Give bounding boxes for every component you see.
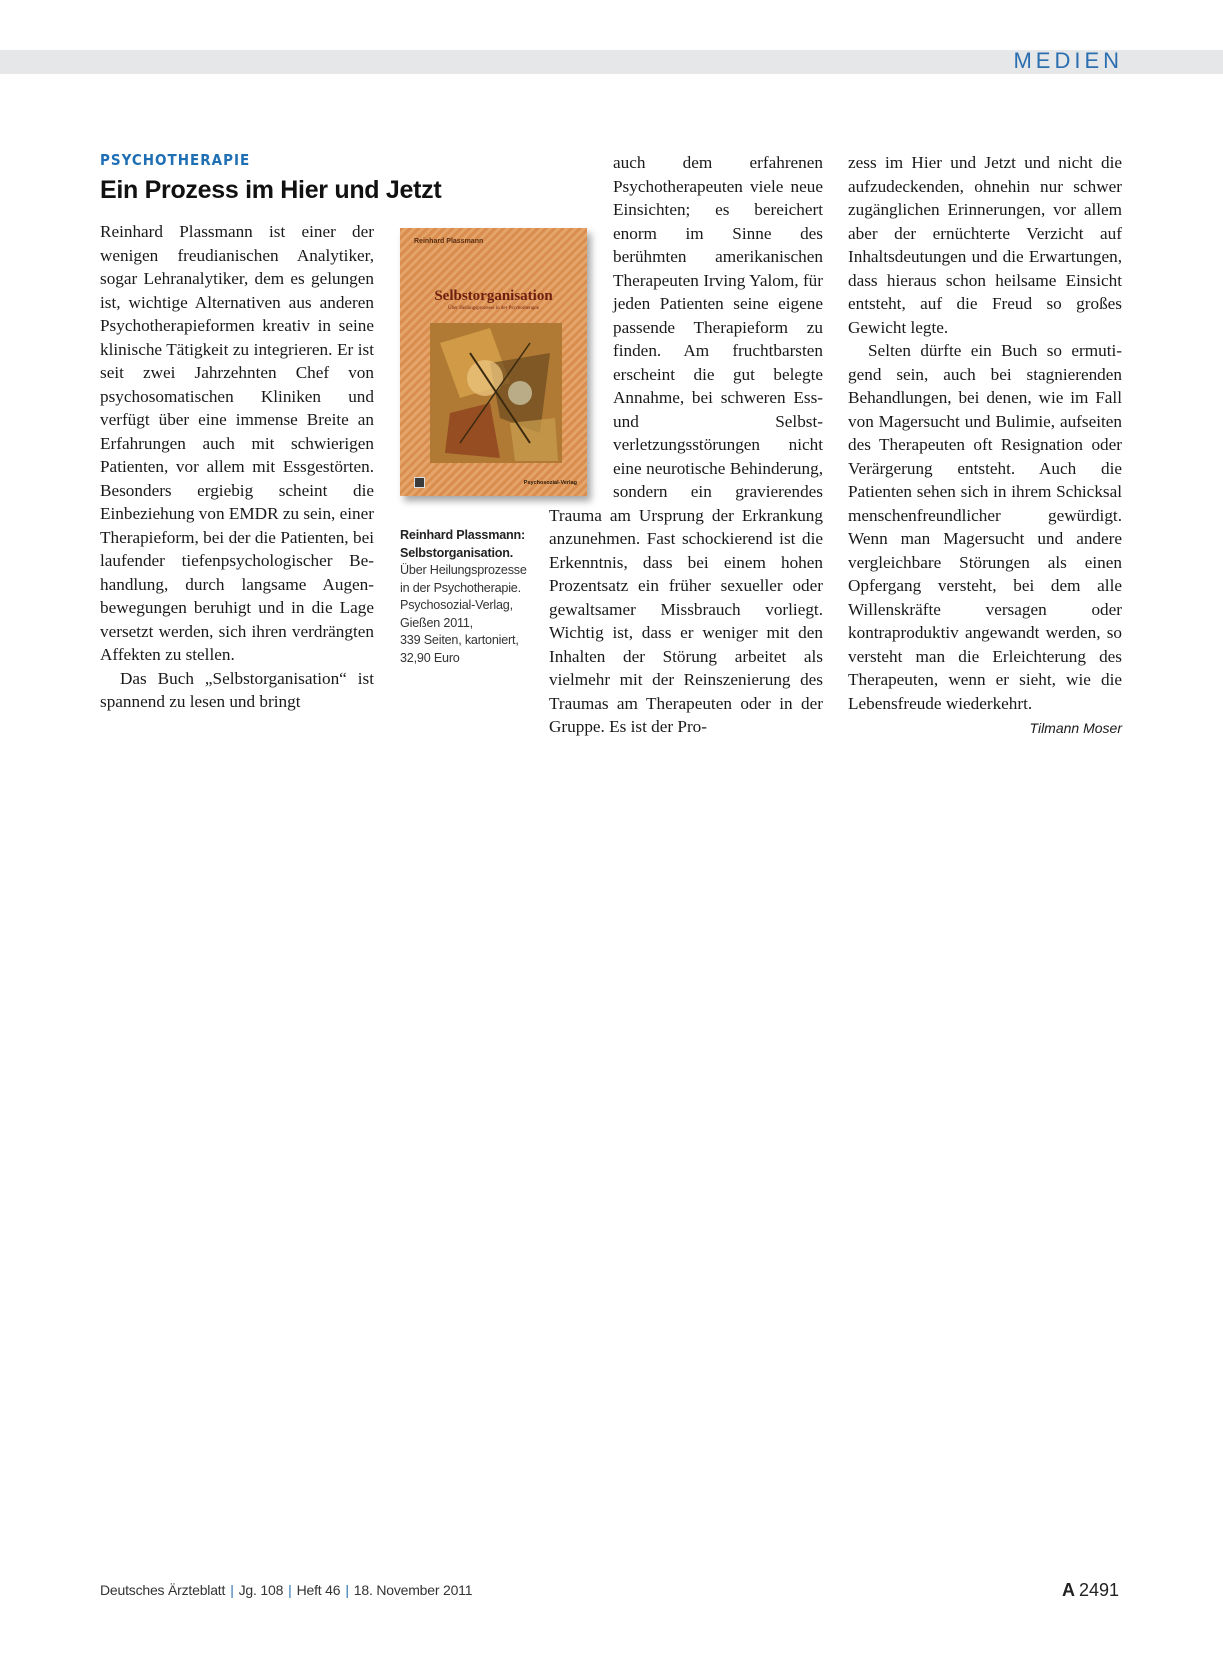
- float-spacer: [549, 151, 613, 497]
- footer-volume: Jg. 108: [238, 1582, 284, 1598]
- cover-title: Selbstorganisation: [434, 288, 553, 304]
- article-column-4: [848, 151, 1122, 741]
- page-number: [1062, 1580, 1119, 1601]
- cover-publisher: Psychosozial-Verlag: [523, 480, 577, 486]
- article-paragraph: [848, 339, 1122, 736]
- book-caption: [400, 527, 540, 667]
- author-signature: Tilmann Moser: [1029, 720, 1122, 736]
- article-column-1: [100, 220, 374, 714]
- caption-author: Reinhard Plassmann:: [400, 528, 525, 542]
- footer-separator: |: [288, 1582, 292, 1598]
- caption-title: Selbstorganisation.: [400, 545, 514, 560]
- article-kicker: PSYCHOTHERAPIE: [100, 151, 251, 169]
- caption-line: in der Psychotherapie.: [400, 580, 521, 595]
- article-headline: Ein Prozess im Hier und Jetzt: [100, 176, 442, 204]
- cover-painting: [430, 323, 562, 463]
- footer-issue: Heft 46: [296, 1582, 341, 1598]
- caption-line: 339 Seiten, kartoniert,: [400, 633, 519, 647]
- section-label: MEDIEN: [1013, 48, 1123, 73]
- caption-line: Gießen 2011,: [400, 615, 473, 630]
- article-paragraph-text: Selten dürfte ein Buch so ermutigend sein, auch bei stagnierenden Behandlungen, bei denen, wie im Fall von Magersucht und Bulimie, aufseiten des Therapeuten oft Resignation oder Verärgerung entsteht. Auch die Patienten sehen sich in ihrem Schicksal menschenfreundlicher gewürdigt. Wenn man Magersucht und andere vergleichbare Störungen als einen Opfergang versteht, bei dem alle Willenskräfte versagen oder kontraproduktiv angewandt werden, so versteht man die Erleichterung des Therapeuten, wenn er sieht, wie die Lebensfreude wiederkehrt.: [848, 341, 1122, 713]
- article-paragraph: Reinhard Plassmann ist einer der wenigen freudianischen Analytiker, sogar Lehranalytiker, dem es gelungen ist, wichtige Alternativen aus anderen Psychotherapieformen kreativ in seine klinische Tätigkeit zu integrieren. Er ist seit zwei Jahrzehnten Chef von psychosomatischen Kliniken und verfügt über eine immense Breite an Erfahrungen auch mit schwierigen Patienten, vor allem mit Essgestörten. Besonders ergiebig scheint die Einbeziehung von EMDR zu sein, einer Therapieform, bei der die Patienten, bei laufender tiefenpsychologischer Behandlung, durch langsame Augenbewegungen beruhigt und in die Lage versetzt werden, sich ihren verdrängten Affekten zu stellen.: [100, 222, 374, 664]
- footer-journal: Deutsches Ärzteblatt: [100, 1582, 226, 1598]
- caption-line: 32,90 Euro: [400, 650, 460, 665]
- caption-line: Psychosozial-Verlag,: [400, 598, 513, 612]
- article-paragraph: zess im Hier und Jetzt und nicht die aufzudeckenden, ohnehin nur schwer zugänglichen Erinnerungen, vor allem aber der ernüchterte Verzicht auf Inhaltsdeutungen und die Erwartungen, dass hieraus schon heilsame Einsicht entsteht, auf die Freud so großes Gewicht legte.: [848, 153, 1122, 337]
- page-prefix: A: [1061, 1580, 1075, 1600]
- article-paragraph: Das Buch „Selbstorganisation“ ist spannend zu lesen und bringt: [100, 668, 374, 711]
- cover-subtitle: Über Heilungsprozesse in der Psychotherapie: [447, 306, 540, 311]
- caption-line: Über Heilungsprozesse: [400, 563, 527, 577]
- article-paragraph: auch dem erfahrenen Psychotherapeuten viele neue Einsichten; es bereichert enorm im Sinne des berühmten amerikanischen Therapeuten Irving Yalom, für jeden Patienten seine eigene passende Therapieform zu finden. Am fruchtbarsten erscheint die gut belegte Annahme, bei schweren Ess- und Selbstverletzungsstörungen nicht eine neurotische Behinderung, sondern ein gravierendes Trauma am Ursprung der Erkrankung anzunehmen. Fast schockierend ist die Erkenntnis, dass bei einem hohen Prozentsatz ein früher sexueller oder gewaltsamer Missbrauch vorliegt. Wichtig ist, dass er weniger mit den Inhalten der Störung arbeitet als vielmehr mit der Reinszenierung des Traumas am Therapeuten oder in der Gruppe. Es ist der Pro-: [549, 153, 823, 736]
- footer-separator: |: [345, 1582, 349, 1598]
- page-footer: [100, 1582, 472, 1598]
- footer-separator: |: [230, 1582, 234, 1598]
- footer-date: 18. November 2011: [353, 1582, 473, 1598]
- cover-author: Reinhard Plassmann: [414, 238, 484, 245]
- publisher-logo-icon: [414, 477, 425, 488]
- article-column-3: [549, 151, 823, 739]
- page-number-value: 2491: [1078, 1580, 1119, 1600]
